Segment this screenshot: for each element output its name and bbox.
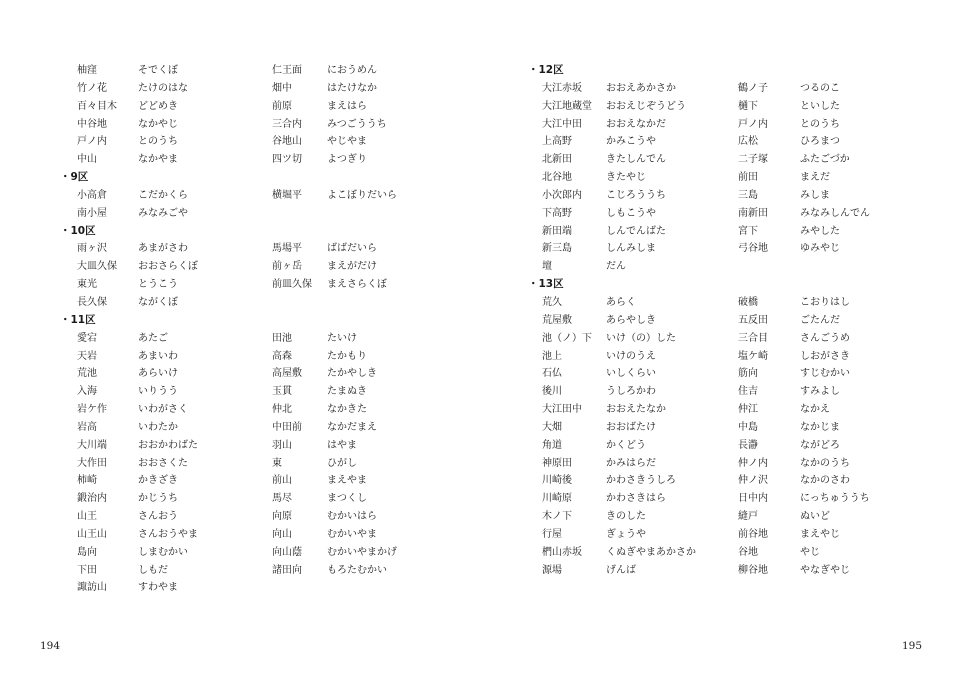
place-name-kanji: 東 xyxy=(272,457,282,469)
place-name-kanji: 中谷地 xyxy=(77,118,107,130)
place-name-reading: かくどう xyxy=(606,439,646,451)
place-name-reading: ぎょうや xyxy=(606,528,646,540)
section-header xyxy=(60,312,460,330)
place-name-reading: さんおう xyxy=(138,511,178,523)
place-name-reading: かきざき xyxy=(138,475,178,487)
place-name-kanji: 荒屋敷 xyxy=(542,314,572,326)
place-name-kanji: 山王 xyxy=(77,511,97,523)
place-name-reading: あたご xyxy=(138,332,168,344)
place-name-kanji: 羽山 xyxy=(272,439,292,451)
place-name-kanji: 北新田 xyxy=(542,154,572,166)
place-name-kanji: 宮下 xyxy=(738,225,758,237)
place-name-reading: ひろまつ xyxy=(800,136,840,148)
place-name-kanji: 島向 xyxy=(77,546,97,558)
place-name-kanji: 谷地山 xyxy=(272,136,302,148)
place-name-reading: だん xyxy=(606,261,626,273)
place-name-kanji: 下田 xyxy=(77,564,97,576)
place-entry-row xyxy=(528,526,928,544)
place-name-kanji: 諸田向 xyxy=(272,564,302,576)
place-name-reading: はやま xyxy=(327,439,357,451)
place-name-reading: におうめん xyxy=(327,65,377,76)
place-name-reading: いしくらい xyxy=(606,368,656,380)
place-name-reading: まえやじ xyxy=(800,528,840,540)
place-name-kanji: 戸ノ内 xyxy=(77,136,107,148)
place-name-reading: みしま xyxy=(800,189,830,201)
place-name-kanji: 前田 xyxy=(738,172,758,184)
place-entry-row xyxy=(60,330,460,348)
place-name-reading: しんでんばた xyxy=(606,225,666,237)
place-name-kanji: 大江田中 xyxy=(542,404,582,416)
place-name-kanji: 小高倉 xyxy=(77,189,107,201)
place-name-kanji: 三合目 xyxy=(738,332,768,344)
place-name-kanji: 仲江 xyxy=(738,404,758,416)
place-entry-row xyxy=(528,562,928,580)
place-name-kanji: 縫戸 xyxy=(738,511,758,523)
place-name-reading: かじうち xyxy=(138,493,178,505)
place-entry-row xyxy=(528,508,928,526)
place-name-reading: ふたごづか xyxy=(800,154,850,166)
place-entry-row xyxy=(528,544,928,562)
place-entry-row xyxy=(528,490,928,508)
place-name-kanji: 山王山 xyxy=(77,528,107,540)
place-name-kanji: 弓谷地 xyxy=(738,243,768,255)
place-entry-row xyxy=(528,169,928,187)
place-name-reading: ばばだいら xyxy=(327,243,377,255)
place-name-kanji: 東光 xyxy=(77,279,97,291)
place-entry-row xyxy=(60,455,460,473)
place-name-kanji: 向原 xyxy=(272,511,292,523)
place-entry-row xyxy=(60,151,460,169)
place-entry-row xyxy=(528,258,928,276)
place-name-kanji: 向山蔭 xyxy=(272,546,302,558)
place-entry-row xyxy=(528,80,928,98)
place-name-reading: どどめき xyxy=(138,100,178,112)
place-name-kanji: 荒池 xyxy=(77,368,97,380)
place-name-kanji: 樋下 xyxy=(738,100,758,112)
left-page-list xyxy=(60,62,460,597)
place-entry-row xyxy=(60,544,460,562)
place-name-reading: まえだ xyxy=(800,172,830,184)
place-name-kanji: 荒久 xyxy=(542,296,562,308)
place-entry-row xyxy=(60,240,460,258)
place-name-kanji: 田池 xyxy=(272,332,292,344)
place-name-reading: いりうう xyxy=(138,386,178,398)
place-name-reading: つるのこ xyxy=(800,82,840,94)
place-name-reading: すわやま xyxy=(138,582,178,594)
place-name-reading: まえさらくぼ xyxy=(327,279,387,291)
place-name-kanji: 鶴ノ子 xyxy=(738,82,768,94)
place-name-reading: しまむかい xyxy=(138,546,188,558)
place-name-reading: きのした xyxy=(606,511,646,523)
place-entry-row xyxy=(528,455,928,473)
place-entry-row xyxy=(528,365,928,383)
place-name-kanji: 木ノ下 xyxy=(542,511,572,523)
place-name-reading: きたやじ xyxy=(606,172,646,184)
place-name-reading: たかやしき xyxy=(327,368,377,380)
place-name-reading: なかのさわ xyxy=(800,475,850,487)
place-name-kanji: 神原田 xyxy=(542,457,572,469)
place-name-reading: あらやしき xyxy=(606,314,656,326)
place-entry-row xyxy=(60,419,460,437)
place-name-reading: ぬいど xyxy=(800,511,830,523)
place-name-reading: みつごううち xyxy=(327,118,387,130)
place-name-reading: とのうち xyxy=(138,136,178,148)
place-name-kanji: 大作田 xyxy=(77,457,107,469)
place-name-kanji: 池上 xyxy=(542,350,562,362)
place-name-kanji: 大江中田 xyxy=(542,118,582,130)
place-name-kanji: 長瀞 xyxy=(738,439,758,451)
place-name-kanji: 馬尽 xyxy=(272,493,292,505)
place-name-reading: くぬぎやまあかさか xyxy=(606,546,696,558)
place-name-kanji: 岩ケ作 xyxy=(77,404,107,416)
place-name-reading: みやした xyxy=(800,225,840,237)
place-name-reading: しおがさき xyxy=(800,350,850,362)
place-name-reading: げんば xyxy=(606,564,636,576)
place-name-reading: なかきた xyxy=(327,404,367,416)
place-name-kanji: 中島 xyxy=(738,421,758,433)
place-entry-row xyxy=(528,151,928,169)
place-entry-row xyxy=(60,294,460,312)
place-name-reading: たいけ xyxy=(327,332,357,344)
place-name-kanji: 日中内 xyxy=(738,493,768,505)
place-name-reading: まつくし xyxy=(327,493,367,505)
place-name-kanji: 高屋敷 xyxy=(272,368,302,380)
place-name-reading: おおかわばた xyxy=(138,439,198,451)
place-name-reading: ごたんだ xyxy=(800,314,840,326)
place-name-reading: なかやじ xyxy=(138,118,178,130)
place-name-reading: きたしんでん xyxy=(606,154,666,166)
place-name-reading: さんおうやま xyxy=(138,528,198,540)
place-name-reading: あらく xyxy=(606,296,636,308)
place-name-reading: ゆみやじ xyxy=(800,243,840,255)
place-name-reading: おおえたなか xyxy=(606,404,666,416)
place-name-kanji: 柳谷地 xyxy=(738,564,768,576)
place-entry-row xyxy=(60,276,460,294)
place-name-kanji: 前ヶ岳 xyxy=(272,261,302,273)
place-name-reading: よこぼりだいら xyxy=(327,189,397,201)
place-entry-row xyxy=(528,401,928,419)
place-entry-row xyxy=(60,526,460,544)
place-name-reading: たまぬき xyxy=(327,386,367,398)
place-name-reading: あまがさわ xyxy=(138,243,188,255)
place-name-reading: やじ xyxy=(800,546,820,558)
place-name-kanji: 後川 xyxy=(542,386,562,398)
place-entry-row xyxy=(528,205,928,223)
page-number-left: 194 xyxy=(40,640,61,652)
place-entry-row xyxy=(60,133,460,151)
place-name-reading: かわさきはら xyxy=(606,493,666,505)
place-name-reading: はたけなか xyxy=(327,82,377,94)
place-name-kanji: 馬場平 xyxy=(272,243,302,255)
place-entry-row xyxy=(528,187,928,205)
section-header xyxy=(60,223,460,241)
place-name-kanji: 南小屋 xyxy=(77,207,107,219)
place-entry-row xyxy=(60,187,460,205)
place-name-kanji: 岩高 xyxy=(77,421,97,433)
place-name-kanji: 二子塚 xyxy=(738,154,768,166)
place-entry-row xyxy=(60,562,460,580)
place-name-kanji: 長久保 xyxy=(77,296,107,308)
place-name-kanji: 破橋 xyxy=(738,296,758,308)
place-name-reading: こおりはし xyxy=(800,296,850,308)
place-name-reading: いわがさく xyxy=(138,404,188,416)
place-name-reading: おおさらくぼ xyxy=(138,261,198,273)
place-name-kanji: 仲ノ沢 xyxy=(738,475,768,487)
place-entry-row xyxy=(60,579,460,597)
section-header xyxy=(60,169,460,187)
section-header-label: ・12区 xyxy=(528,64,564,76)
place-name-reading: うしろかわ xyxy=(606,386,656,398)
place-entry-row xyxy=(60,98,460,116)
place-name-kanji: 雨ヶ沢 xyxy=(77,243,107,255)
place-name-kanji: 上高野 xyxy=(542,136,572,148)
place-name-kanji: 前皿久保 xyxy=(272,279,312,291)
place-entry-row xyxy=(528,472,928,490)
place-name-reading: よつぎり xyxy=(327,154,367,166)
place-name-reading: おおばたけ xyxy=(606,421,656,433)
place-entry-row xyxy=(528,98,928,116)
place-name-reading: みなみしんでん xyxy=(800,207,870,219)
place-name-kanji: 新田端 xyxy=(542,225,572,237)
place-name-kanji: 三合内 xyxy=(272,118,302,130)
place-name-reading: あまいわ xyxy=(138,350,178,362)
place-entry-row xyxy=(528,223,928,241)
place-entry-row xyxy=(60,365,460,383)
place-entry-row xyxy=(60,80,460,98)
place-name-kanji: 塩ケ崎 xyxy=(738,350,768,362)
place-entry-row xyxy=(60,258,460,276)
place-name-kanji: 壇 xyxy=(542,261,552,273)
place-entry-row xyxy=(528,348,928,366)
place-name-reading: おおえなかだ xyxy=(606,118,666,130)
place-name-kanji: 鍛治内 xyxy=(77,493,107,505)
place-name-kanji: 柿崎 xyxy=(77,475,97,487)
place-name-reading: むかいやまかげ xyxy=(327,546,397,558)
section-header xyxy=(528,62,928,80)
section-header xyxy=(528,276,928,294)
place-name-reading: すじむかい xyxy=(800,368,850,380)
place-entry-row xyxy=(60,116,460,134)
place-entry-row xyxy=(528,240,928,258)
place-name-kanji: 前山 xyxy=(272,475,292,487)
place-name-kanji: 大皿久保 xyxy=(77,261,117,273)
place-name-kanji: 川崎原 xyxy=(542,493,572,505)
place-name-reading: といした xyxy=(800,100,840,112)
place-name-reading: おおえじぞうどう xyxy=(606,100,686,112)
section-header-label: ・10区 xyxy=(60,224,96,237)
place-name-kanji: 広松 xyxy=(738,136,758,148)
place-name-reading: しもだ xyxy=(138,564,168,576)
place-name-kanji: 仲ノ内 xyxy=(738,457,768,469)
place-name-reading: なかのうち xyxy=(800,457,850,469)
place-name-reading: たかもり xyxy=(327,350,367,362)
place-entry-row xyxy=(60,490,460,508)
place-name-reading: かみはらだ xyxy=(606,457,656,469)
place-entry-row xyxy=(528,383,928,401)
place-name-kanji: 百々目木 xyxy=(77,100,117,112)
place-name-kanji: 仲北 xyxy=(272,404,292,416)
place-name-kanji: 石仏 xyxy=(542,368,562,380)
place-entry-row xyxy=(60,383,460,401)
place-name-reading: いけのうえ xyxy=(606,350,656,362)
place-name-kanji: 玉貫 xyxy=(272,386,292,398)
place-name-reading: さんごうめ xyxy=(800,332,850,344)
place-name-kanji: 仁王面 xyxy=(272,65,302,76)
place-entry-row xyxy=(60,401,460,419)
place-name-kanji: 入海 xyxy=(77,386,97,398)
place-name-reading: まえがだけ xyxy=(327,261,377,273)
place-name-reading: おおさくた xyxy=(138,457,188,469)
place-name-kanji: 大畑 xyxy=(542,421,562,433)
place-entry-row xyxy=(528,419,928,437)
place-name-kanji: 畑中 xyxy=(272,82,292,94)
place-name-kanji: 角道 xyxy=(542,439,562,451)
place-name-kanji: 五反田 xyxy=(738,314,768,326)
place-name-kanji: 大川端 xyxy=(77,439,107,451)
place-name-reading: あらいけ xyxy=(138,368,178,380)
place-name-reading: いわたか xyxy=(138,421,178,433)
place-name-reading: むかいはら xyxy=(327,511,377,523)
place-entry-row xyxy=(528,330,928,348)
place-name-reading: やじやま xyxy=(327,136,367,148)
place-entry-row xyxy=(60,437,460,455)
place-name-reading: ひがし xyxy=(327,457,357,469)
right-page-list xyxy=(528,62,928,579)
section-header-label: ・11区 xyxy=(60,313,96,326)
place-name-kanji: 横堀平 xyxy=(272,189,302,201)
place-name-reading: まえやま xyxy=(327,475,367,487)
place-name-reading: なかじま xyxy=(800,421,840,433)
place-name-reading: そでくぼ xyxy=(138,65,178,76)
section-header-label: ・13区 xyxy=(528,278,564,291)
place-name-reading: まえはら xyxy=(327,100,367,112)
place-name-kanji: 諏訪山 xyxy=(77,582,107,594)
place-name-reading: むかいやま xyxy=(327,528,377,540)
place-name-kanji: 天岩 xyxy=(77,350,97,362)
place-name-kanji: 四ツ切 xyxy=(272,154,302,166)
place-name-kanji: 下高野 xyxy=(542,207,572,219)
place-name-reading: ながどろ xyxy=(800,439,840,451)
place-name-reading: しもこうや xyxy=(606,207,656,219)
place-name-reading: なかだまえ xyxy=(327,421,377,433)
place-name-kanji: 源場 xyxy=(542,564,562,576)
place-name-kanji: 前谷地 xyxy=(738,528,768,540)
place-name-kanji: 北谷地 xyxy=(542,172,572,184)
place-entry-row xyxy=(60,508,460,526)
place-name-reading: なかえ xyxy=(800,404,830,416)
place-name-kanji: 高森 xyxy=(272,350,292,362)
place-name-reading: こだかくら xyxy=(138,189,188,201)
place-name-kanji: 中山 xyxy=(77,154,97,166)
place-entry-row xyxy=(60,62,460,80)
place-name-reading: とうこう xyxy=(138,279,178,291)
place-name-kanji: 愛宕 xyxy=(77,332,97,344)
place-entry-row xyxy=(60,205,460,223)
place-name-reading: なかやま xyxy=(138,154,178,166)
place-entry-row xyxy=(528,294,928,312)
place-name-reading: いけ（の）した xyxy=(606,332,676,344)
place-name-kanji: 向山 xyxy=(272,528,292,540)
place-name-kanji: 大江地蔵堂 xyxy=(542,100,592,112)
place-name-kanji: 中田前 xyxy=(272,421,302,433)
place-name-reading: とのうち xyxy=(800,118,840,130)
section-header-label: ・9区 xyxy=(60,171,89,184)
place-entry-row xyxy=(528,133,928,151)
place-name-reading: こじろううち xyxy=(606,189,666,201)
place-name-reading: たけのはな xyxy=(138,82,188,94)
place-name-kanji: 南新田 xyxy=(738,207,768,219)
place-name-reading: すみよし xyxy=(800,386,840,398)
place-entry-row xyxy=(60,472,460,490)
place-name-reading: みなみごや xyxy=(138,207,188,219)
place-name-reading: もろたむかい xyxy=(327,564,387,576)
place-name-kanji: 前原 xyxy=(272,100,292,112)
place-name-reading: おおえあかさか xyxy=(606,82,676,94)
page-number-right: 195 xyxy=(902,640,923,652)
place-name-kanji: 行屋 xyxy=(542,528,562,540)
place-entry-row xyxy=(528,312,928,330)
place-name-kanji: 川崎後 xyxy=(542,475,572,487)
place-name-kanji: 椚山赤坂 xyxy=(542,546,582,558)
place-entry-row xyxy=(528,437,928,455)
place-name-kanji: 柚窪 xyxy=(77,65,97,76)
place-name-kanji: 谷地 xyxy=(738,546,758,558)
place-name-kanji: 住吉 xyxy=(738,386,758,398)
place-entry-row xyxy=(528,116,928,134)
place-name-kanji: 戸ノ内 xyxy=(738,118,768,130)
place-name-reading: しんみしま xyxy=(606,243,656,255)
place-name-kanji: 筋向 xyxy=(738,368,758,380)
place-name-kanji: 小次郎内 xyxy=(542,189,582,201)
place-name-reading: かわさきうしろ xyxy=(606,475,676,487)
place-name-kanji: 大江赤坂 xyxy=(542,82,582,94)
place-name-reading: ながくぼ xyxy=(138,296,178,308)
place-name-reading: にっちゅううち xyxy=(800,493,870,505)
place-name-kanji: 竹ノ花 xyxy=(77,82,107,94)
place-name-kanji: 池（ノ）下 xyxy=(542,332,592,344)
place-entry-row xyxy=(60,348,460,366)
place-name-reading: やなぎやじ xyxy=(800,564,850,576)
place-name-reading: かみこうや xyxy=(606,136,656,148)
place-name-kanji: 新三島 xyxy=(542,243,572,255)
place-name-kanji: 三島 xyxy=(738,189,758,201)
